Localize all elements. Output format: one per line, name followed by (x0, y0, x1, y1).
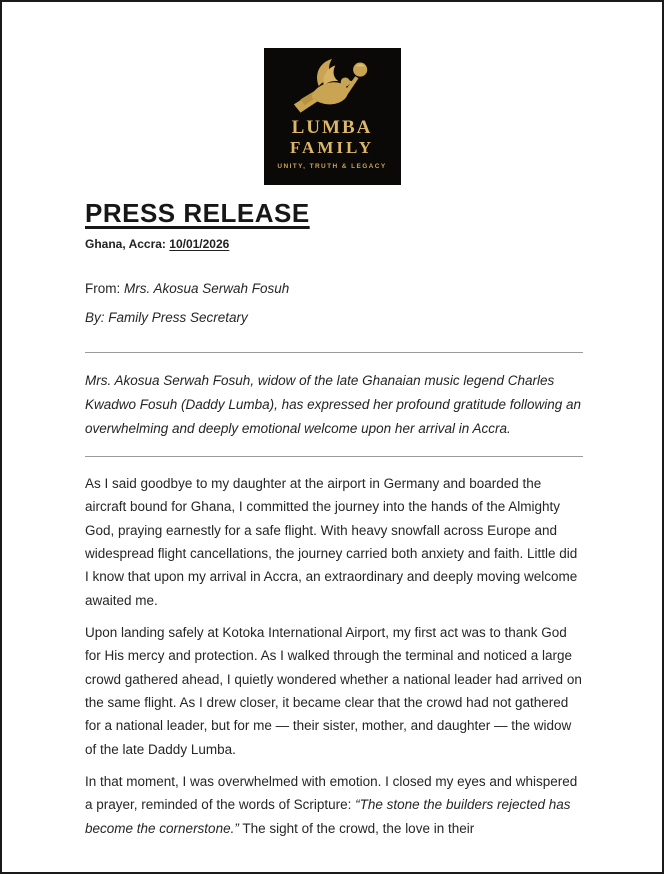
scripture-quote: “The stone the builders rejected has become the cornerstone.” (85, 797, 571, 836)
dateline-location: Ghana, Accra: (85, 236, 170, 251)
paragraph-3-continuation: The sight of the crowd, the love in their (238, 820, 475, 836)
from-line (85, 281, 583, 296)
logo-title-line2: FAMILY (289, 137, 375, 157)
logo-tagline: UNITY, TRUTH & LEGACY (277, 162, 387, 170)
by-label: By: (85, 309, 109, 325)
from-name: Mrs. Akosua Serwah Fosuh (124, 280, 290, 296)
by-line (85, 310, 583, 325)
paragraph-3-text: In that moment, I was overwhelmed with emotion. I closed my eyes and whispered a prayer, reminded of the words of Scripture: (85, 774, 578, 813)
paragraph-1: As I said goodbye to my daughter at the airport in Germany and boarded the aircraft bound for Ghana, I committed the journey into the hands of the Almighty God, praying earnestly for a safe flight. With heavy snowfall across Europe and widespread flight cancellations, the journey carried both anxiety and faith. Little did I know that upon my arrival in Accra, an extraordinary and deeply moving welcome awaited me. (85, 475, 578, 608)
divider-bottom (85, 456, 583, 457)
divider-top (85, 352, 583, 353)
logo-title (290, 118, 374, 157)
lumba-family-logo (264, 48, 401, 185)
author-meta (85, 281, 583, 325)
document-body (2, 185, 662, 840)
logo-block (2, 48, 662, 185)
dateline-date: 10/01/2026 (169, 236, 230, 251)
lead-paragraph: Mrs. Akosua Serwah Fosuh, widow of the late Ghanaian music legend Charles Kwadwo Fosuh (Daddy Lumba), has expressed her profound gratitude following an overwhelming and deeply emotional welcome upon her arrival in Accra. (85, 372, 582, 436)
statement-paragraphs (85, 472, 583, 840)
by-name: Family Press Secretary (108, 309, 248, 325)
dove-with-microphone-icon (290, 58, 374, 116)
logo-title-line1: LUMBA (291, 117, 373, 138)
paragraph-3 (85, 770, 583, 840)
press-release-title: PRESS RELEASE (85, 198, 310, 228)
dateline (85, 237, 583, 251)
from-label: From: (85, 280, 124, 296)
paragraph-2: Upon landing safely at Kotoka International Airport, my first act was to thank God for His mercy and protection. As I walked through the terminal and noticed a large crowd gathered ahead, I quietly wondered whether a national leader had arrived on the same flight. As I drew closer, it became clear that the crowd had not gathered for a national leader, but for me — their sister, mother, and daughter — the widow of the late Daddy Lumba. (85, 625, 582, 757)
